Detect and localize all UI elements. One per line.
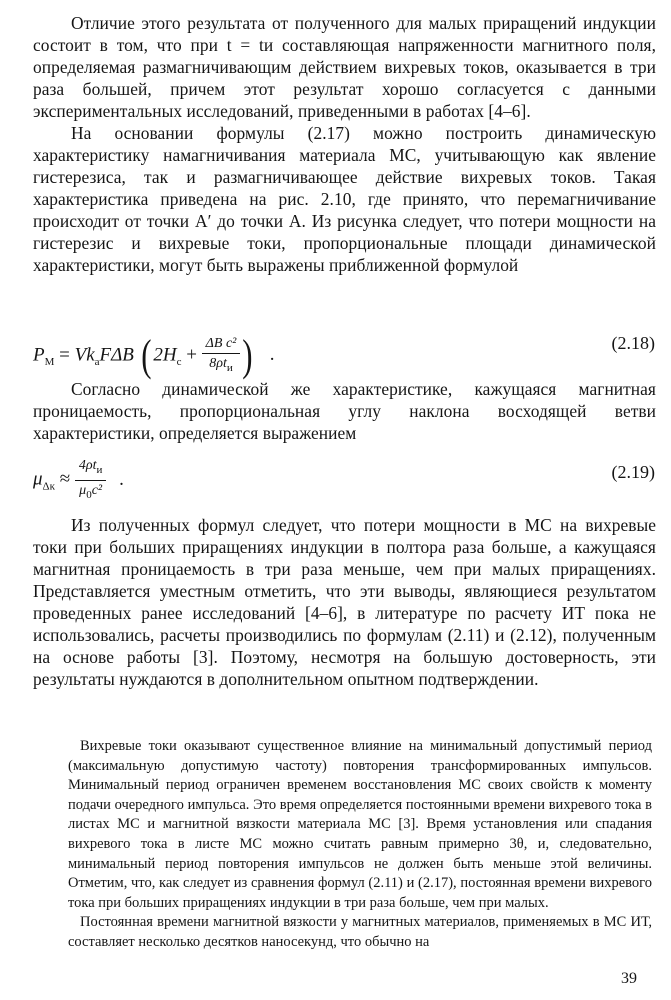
eq-218-inner-sub: c (176, 356, 182, 369)
page-number: 39 (621, 970, 637, 987)
eq-218-lhs: P (33, 344, 45, 366)
eq-218-term: Vk (74, 344, 95, 366)
main-text-block-1 (33, 12, 656, 276)
eq-218-period: . (269, 344, 275, 366)
eq-218-lhs-sub: М (44, 356, 55, 369)
equation-number-2-19: (2.19) (611, 462, 655, 482)
equation-2-18 (33, 318, 655, 378)
equation-number-2-18: (2.18) (611, 333, 655, 353)
eq-218-numerator: ΔB c² (202, 334, 241, 354)
eq-218-den-text: 8ρt (209, 356, 227, 372)
eq-218-term-sub: a (94, 356, 100, 369)
paragraph-conclusions: Из полученных формул следует, что потери мощности в МС на вихревые токи при больших приращениях индукции в полтора раза больше, а кажущаяся магнитная проницаемость в три раза меньше, чем при малых приращениях. Представляется уместным отметить, что эти выводы, являющиеся результатом проведенных ранее исследований [4–6], в литературе по расчету ИТ пока не использовались, расчеты производились по формулам (2.11) и (2.12), полученным на основе работы [3]. Поэтому, несмотря на большую достоверность, эти результаты нуждаются в дополнительном опытном подтверждении. (33, 515, 656, 689)
equation-2-18-body (33, 331, 275, 380)
eq-218-left-paren: ( (140, 331, 152, 380)
eq-219-den-text: μ (79, 482, 87, 498)
eq-219-lhs: μ (33, 468, 43, 490)
eq-218-fraction (202, 334, 241, 378)
eq-219-period: . (119, 468, 124, 490)
eq-219-fraction (75, 456, 107, 505)
eq-218-den-sub: и (226, 361, 233, 374)
eq-219-num-sub: и (96, 463, 103, 476)
eq-219-lhs-sub: Δк (42, 480, 55, 493)
paragraph-dynamic-characteristic: На основании формулы (2.17) можно построить динамическую характеристику намагничивания материала МС, учитывающую как явление гистерезиса, так и размагничивающее действие вихревых токов. Такая характеристика приведена на рис. 2.10, где принято, что перемагничивание происходит от точки A′ до точки A. Из рисунка следует, что потери мощности на гистерезис и вихревые токи, пропорциональные площади динамической характеристики, могут быть выражены приближенной формулой (33, 123, 656, 275)
main-text-block-2 (33, 378, 656, 444)
eq-218-denominator (202, 354, 241, 378)
eq-218-plus: + (181, 344, 202, 366)
eq-219-num-text: 4ρt (78, 458, 97, 473)
eq-218-right-paren: ) (242, 331, 253, 380)
eq-218-term2: FΔB (99, 344, 134, 366)
paragraph-permeability: Согласно динамической же характеристике, кажущаяся магнитная проницаемость, пропорциональная углу наклона восходящей ветви характеристики, определяется выражением (33, 379, 656, 443)
eq-219-numerator (75, 456, 107, 481)
small-paragraph-eddy-period: Вихревые токи оказывают существенное влияние на минимальный допустимый период (максимальную допустимую частоту) повторения трансформированных импульсов. Минимальный период ограничен временем восстановления МС своих свойств к моменту подачи очередного импульса. Это время определяется постоянными времени вихревого тока в листах МС и магнитной вязкости материала МС [3]. Время установления или спадания вихревого тока в листе МС можно считать равным примерно 3θ, и, следовательно, минимальный период повторения импульсов не должен быть меньше этой величины. Отметим, что, как следует из сравнения формул (2.11) и (2.17), постоянная времени вихревого тока при больших приращениях индукции в три раза больше, чем при малых. (68, 738, 652, 911)
equation-2-19 (33, 448, 655, 508)
small-text-block (68, 737, 652, 953)
eq-219-den-sub: 0 (86, 488, 92, 501)
main-text-block-3 (33, 514, 656, 690)
eq-219-denominator (75, 481, 107, 505)
eq-218-inner: 2H (153, 344, 177, 366)
small-paragraph-viscosity: Постоянная времени магнитной вязкости у магнитных материалов, применяемых в МС ИТ, составляет несколько десятков наносекунд, что обычно на (68, 914, 652, 950)
paragraph-eddy-result: Отличие этого результата от полученного для малых приращений индукции состоит в том, что при t = tи составляющая напряженности магнитного поля, определяемая размагничивающим действием вихревых токов, оказывается в три раза большей, причем этот результат хорошо согласуется с данными экспериментальных исследований, приведенными в работах [4–6]. (33, 13, 656, 121)
eq-219-den-tail: c² (91, 482, 103, 498)
equation-2-19-body (33, 456, 124, 505)
eq-219-approx: ≈ (54, 468, 75, 490)
eq-218-equals: = (54, 344, 75, 366)
